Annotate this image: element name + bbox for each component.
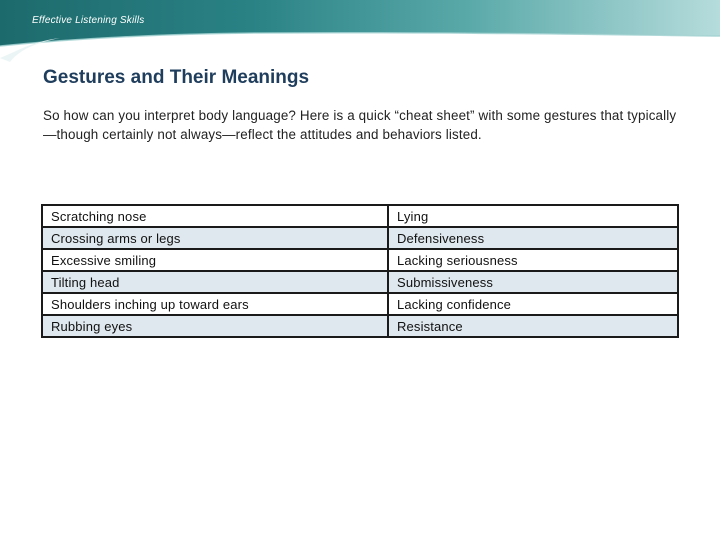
table-row <box>42 249 678 271</box>
gesture-cell: Crossing arms or legs <box>42 227 388 249</box>
meaning-cell: Lying <box>388 205 678 227</box>
table-row <box>42 205 678 227</box>
gesture-cell: Tilting head <box>42 271 388 293</box>
meaning-cell: Lacking confidence <box>388 293 678 315</box>
meaning-cell: Resistance <box>388 315 678 337</box>
meaning-cell: Lacking seriousness <box>388 249 678 271</box>
course-title: Effective Listening Skills <box>32 15 145 26</box>
gesture-cell: Scratching nose <box>42 205 388 227</box>
table-row <box>42 227 678 249</box>
gestures-table <box>41 204 679 338</box>
intro-paragraph: So how can you interpret body language? Here is a quick “cheat sheet” with some gestures that typically—though certainly not always—reflect the attitudes and behaviors listed. <box>43 108 677 142</box>
gesture-cell: Excessive smiling <box>42 249 388 271</box>
table-row <box>42 293 678 315</box>
table-row <box>42 315 678 337</box>
meaning-cell: Defensiveness <box>388 227 678 249</box>
page-title: Gestures and Their Meanings <box>43 67 310 88</box>
gesture-cell: Shoulders inching up toward ears <box>42 293 388 315</box>
meaning-cell: Submissiveness <box>388 271 678 293</box>
gesture-cell: Rubbing eyes <box>42 315 388 337</box>
banner-wave-decoration <box>0 0 720 70</box>
table-row <box>42 271 678 293</box>
